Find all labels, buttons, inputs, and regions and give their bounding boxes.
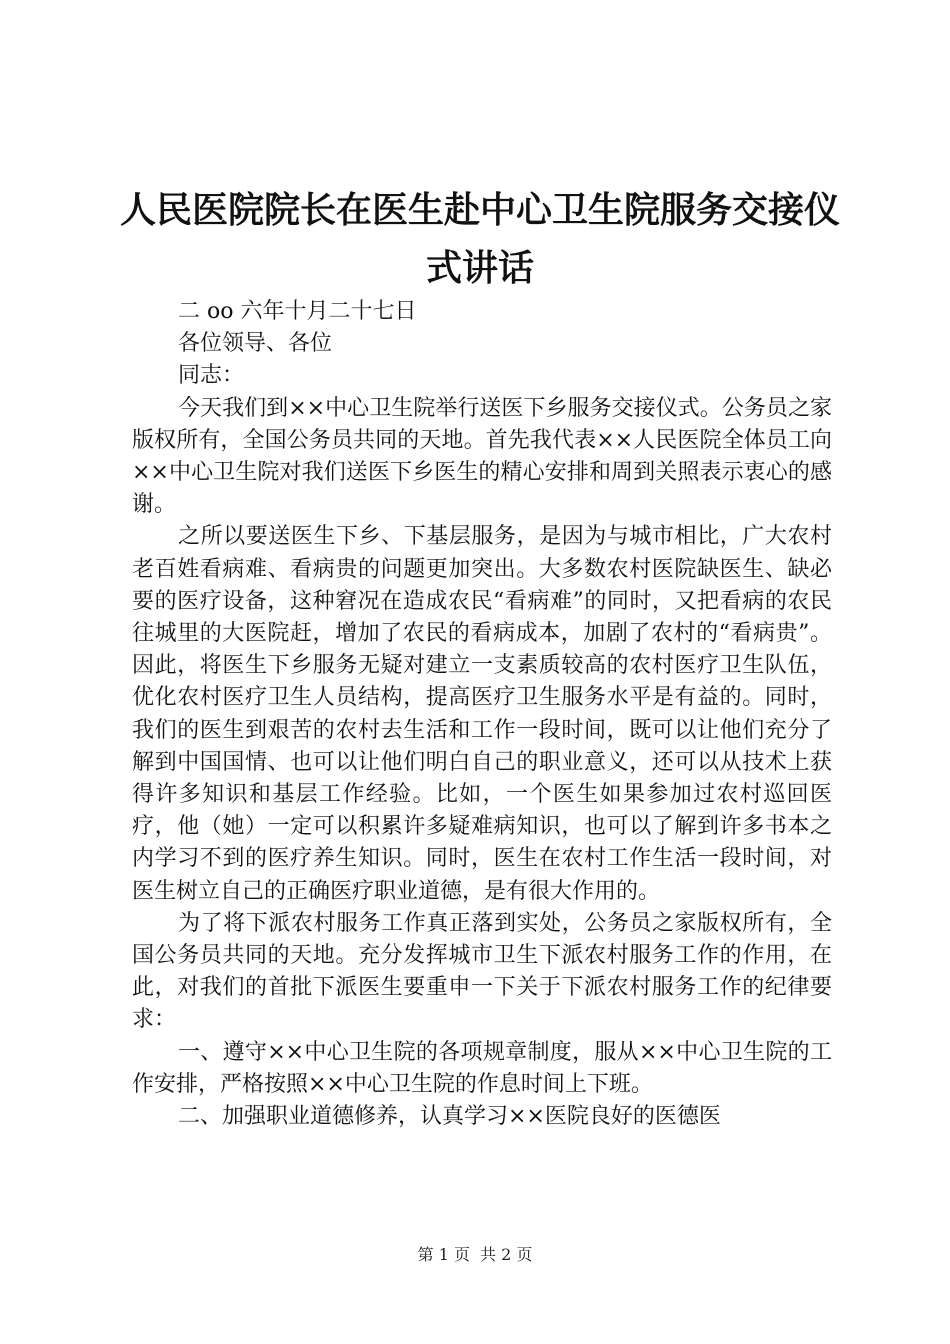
paragraph-requirement-1: 一、遵守××中心卫生院的各项规章制度，服从××中心卫生院的工作安排，严格按照××中心卫生院的作息时间上下班。 <box>132 1039 832 1097</box>
page-total: 共 2 页 <box>480 1245 533 1264</box>
document-title-line-1: 人民医院院长在医生赴中心卫生院服务交接仪 <box>120 189 841 231</box>
page-number: 第 1 页 <box>417 1245 470 1264</box>
page-footer <box>0 1245 950 1265</box>
document-body <box>132 296 832 1133</box>
salutation-line-1: 各位领导、各位 <box>178 331 333 357</box>
speech-date: 二 oo 六年十月二十七日 <box>178 299 417 324</box>
salutation-line-2: 同志： <box>178 363 245 389</box>
paragraph-reasons: 之所以要送医生下乡、下基层服务，是因为与城市相比，广大农村老百姓看病难、看病贵的问题更加突出。大多数农村医院缺医生、缺必要的医疗设备，这种窘况在造成农民“看病难”的同时，又把看病的农民往城里的大医院赶，增加了农民的看病成本，加剧了农村的“看病贵”。因此，将医生下乡服务无疑对建立一支素质较高的农村医疗卫生队伍，优化农村医疗卫生人员结构，提高医疗卫生服务水平是有益的。同时，我们的医生到艰苦的农村去生活和工作一段时间，既可以让他们充分了解到中国国情、也可以让他们明白自己的职业意义，还可以从技术上获得许多知识和基层工作经验。比如，一个医生如果参加过农村巡回医疗，他（她）一定可以积累许多疑难病知识，也可以了解到许多书本之内学习不到的医疗养生知识。同时，医生在农村工作生活一段时间，对医生树立自己的正确医疗职业道德，是有很大作用的。 <box>132 524 832 904</box>
paragraph-opening: 今天我们到××中心卫生院举行送医下乡服务交接仪式。公务员之家版权所有，全国公务员共同的天地。首先我代表××人民医院全体员工向××中心卫生院对我们送医下乡医生的精心安排和周到关照表示衷心的感谢。 <box>132 395 832 518</box>
document-title-line-2: 式讲话 <box>425 247 534 289</box>
paragraph-requirement-2: 二、加强职业道德修养，认真学习××医院良好的医德医 <box>178 1104 721 1130</box>
paragraph-requirements-intro: 为了将下派农村服务工作真正落到实处，公务员之家版权所有，全国公务员共同的天地。充分发挥城市卫生下派农村服务工作的作用，在此，对我们的首批下派医生要重申一下关于下派农村服务工作的纪律要求： <box>132 910 832 1033</box>
